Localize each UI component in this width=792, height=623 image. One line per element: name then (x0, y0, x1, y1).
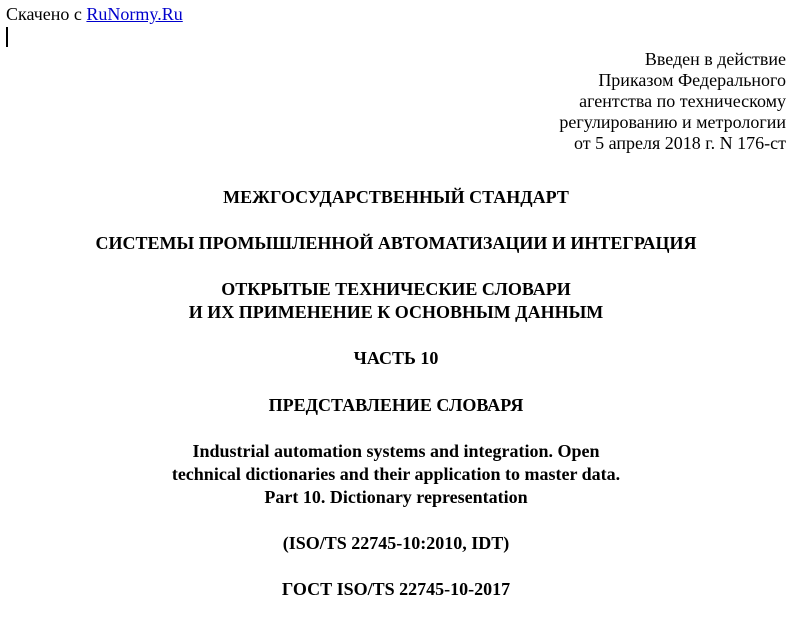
document-title (0, 278, 792, 324)
iso-reference: (ISO/TS 22745-10:2010, IDT) (282, 533, 510, 553)
english-title (0, 440, 792, 509)
approval-line: от 5 апреля 2018 г. N 176-ст (574, 133, 786, 153)
gost-designation: ГОСТ ISO/TS 22745-10-2017 (281, 579, 511, 599)
standard-type: МЕЖГОСУДАРСТВЕННЫЙ СТАНДАРТ (223, 187, 569, 207)
text-cursor (6, 27, 8, 47)
approval-line: агентства по техническому (579, 91, 786, 111)
approval-block (559, 49, 786, 154)
source-prefix: Скачено с (6, 4, 82, 24)
english-title-line: technical dictionaries and their application to master data. (171, 464, 621, 484)
series-title: СИСТЕМЫ ПРОМЫШЛЕННОЙ АВТОМАТИЗАЦИИ И ИНТЕГРАЦИЯ (95, 233, 697, 253)
document-title-line: И ИХ ПРИМЕНЕНИЕ К ОСНОВНЫМ ДАННЫМ (188, 302, 604, 322)
approval-line: Приказом Федерального (598, 70, 786, 90)
source-line (6, 4, 183, 24)
english-title-line: Industrial automation systems and integration. Open (192, 441, 600, 461)
document-title-line: ОТКРЫТЫЕ ТЕХНИЧЕСКИЕ СЛОВАРИ (221, 279, 571, 299)
source-link[interactable]: RuNormy.Ru (86, 4, 183, 24)
english-title-line: Part 10. Dictionary representation (264, 487, 528, 507)
part-title: ПРЕДСТАВЛЕНИЕ СЛОВАРЯ (268, 395, 524, 415)
approval-line: Введен в действие (644, 49, 786, 69)
approval-line: регулированию и метрологии (559, 112, 786, 132)
part-number: ЧАСТЬ 10 (353, 348, 439, 368)
